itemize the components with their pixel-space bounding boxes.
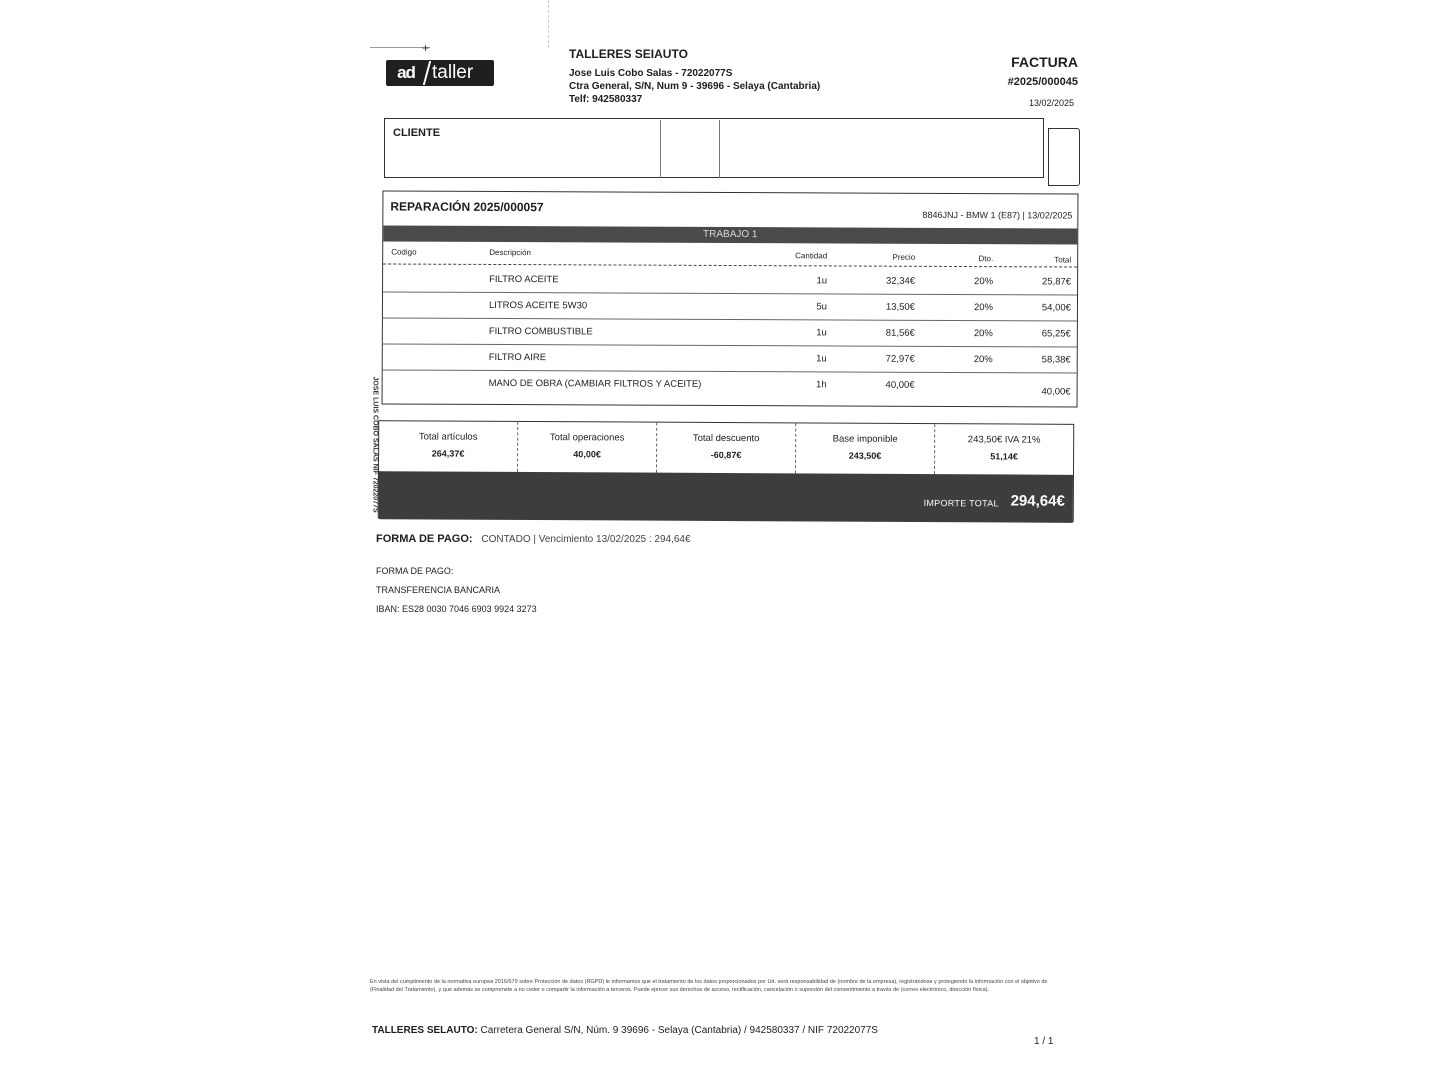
row-description: MANO DE OBRA (CAMBIAR FILTROS Y ACEITE) [488,377,702,390]
row-quantity: 1u [816,275,828,287]
payment-method-label: FORMA DE PAGO: [376,566,454,576]
vat-cell [935,424,1073,475]
row-description: FILTRO AIRE [488,351,547,364]
legal-notice: En vista del cumplimiento de la normativa europea 2016/679 sobre Protección de datos (RGPD) le informamos que el tratamiento de los datos proporcionados por Ud. será responsabilidad de (nombre de la empresa), registrándose y protegiendo la información con el objetivo de (Finalidad del Tratamiento), y que además se compromete a no ceder o compartir la información a terceros. Puede ejercer sus derechos de acceso, rectificación, cancelación o supresión del consentimiento a través de (correo electrónico, dirección física). [370,979,1048,993]
company-name: TALLERES SEIAUTO [569,47,688,61]
logo-taller-text: taller [432,62,474,83]
total-discount-cell [657,423,796,474]
footer-address: Carretera General S/N, Núm. 9 39696 - Selaya (Cantabria) / 942580337 / NIF 72022077S [480,1025,878,1036]
total-articles-label: Total artículos [418,431,478,443]
row-price: 81,56€ [885,327,915,339]
tax-base-cell [796,423,935,474]
row-description: LITROS ACEITE 5W30 [488,299,588,312]
invoice-info [1008,54,1078,108]
tax-base-value: 243,50€ [848,450,882,461]
payment-method [376,562,537,619]
tax-base-label: Base imponible [832,433,898,445]
vat-label: 243,50€ IVA 21% [967,434,1041,446]
scan-artifact [548,0,553,48]
grand-total-band [379,471,1073,523]
payment-detail: CONTADO | Vencimiento 13/02/2025 : 294,64€ [481,534,691,545]
payment-label: FORMA DE PAGO: [376,533,473,545]
header-code: Codigo [391,247,417,257]
invoice-date: 13/02/2025 [1028,98,1074,108]
row-total: 58,38€ [1041,354,1071,366]
total-articles-value: 264,37€ [431,448,465,459]
row-discount: 20% [973,354,993,366]
grand-total-value: 294,64€ [1010,492,1065,510]
header-description: Descripción [489,247,532,258]
company-address: Ctra General, S/N, Num 9 - 39696 - Selaya (Cantabria) [569,81,821,92]
row-price: 13,50€ [885,301,915,313]
company-phone: Telf: 942580337 [569,94,643,105]
row-description: FILTRO ACEITE [489,273,559,286]
table-header [383,245,1077,267]
row-total: 65,25€ [1041,328,1071,340]
page-number: 1 / 1 [1034,1036,1054,1047]
row-quantity: 1u [816,353,827,365]
client-label: CLIENTE [393,127,441,139]
logo-mark: + [422,41,430,55]
total-discount-label: Total descuento [692,432,760,445]
payment-iban: IBAN: ES28 0030 7046 6903 9924 3273 [376,604,537,614]
logo-ad-text: ad [397,63,415,82]
vat-value: 51,14€ [990,451,1018,462]
header-quantity: Cantidad [795,251,828,261]
row-price: 72,97€ [885,353,915,365]
payment-summary [376,533,691,545]
row-quantity: 1u [816,327,827,339]
table-row [383,369,1077,398]
row-discount: 20% [974,276,994,288]
work-section-bar: TRABAJO 1 [383,225,1077,244]
row-price: 40,00€ [885,379,915,391]
grand-total-label: IMPORTE TOTAL [923,498,999,509]
total-operations-cell [518,422,657,473]
row-discount: 20% [973,302,993,314]
repair-vehicle: 8846JNJ - BMW 1 (E87) | 13/02/2025 [922,209,1073,221]
side-vertical-text: JOSE LUIS COBO SALAS NIF 72022077S [371,376,379,513]
total-articles-cell [379,421,518,472]
repair-block [382,190,1079,407]
payment-method-type: TRANSFERENCIA BANCARIA [376,585,501,595]
row-total: 40,00€ [1041,386,1071,398]
row-total: 54,00€ [1041,302,1071,314]
total-operations-label: Total operaciones [549,432,625,444]
totals-block [378,420,1075,522]
client-box-edge [1048,128,1080,186]
repair-title: REPARACIÓN 2025/000057 [390,199,544,215]
row-total: 25,87€ [1041,276,1072,288]
footer-company: TALLERES SELAUTO: [372,1025,478,1036]
total-operations-value: 40,00€ [573,449,601,460]
client-box-divider [660,120,720,178]
header-discount: Dto. [978,254,994,264]
logo-divider [370,47,430,48]
row-quantity: 5u [816,301,827,313]
invoice-title: FACTURA [1011,54,1078,70]
header-price: Precio [892,252,916,262]
totals-cells [379,421,1073,475]
row-quantity: 1h [816,379,827,391]
company-owner: Jose Luis Cobo Salas - 72022077S [569,68,733,79]
invoice-number: #2025/000045 [1007,76,1078,88]
company-info [569,48,820,106]
row-description: FILTRO COMBUSTIBLE [488,325,593,338]
footer [372,1025,878,1036]
header-total: Total [1054,255,1072,265]
row-price: 32,34€ [885,275,916,287]
company-logo [386,60,494,86]
row-discount: 20% [973,328,993,340]
total-discount-value: -60,87€ [710,449,742,461]
